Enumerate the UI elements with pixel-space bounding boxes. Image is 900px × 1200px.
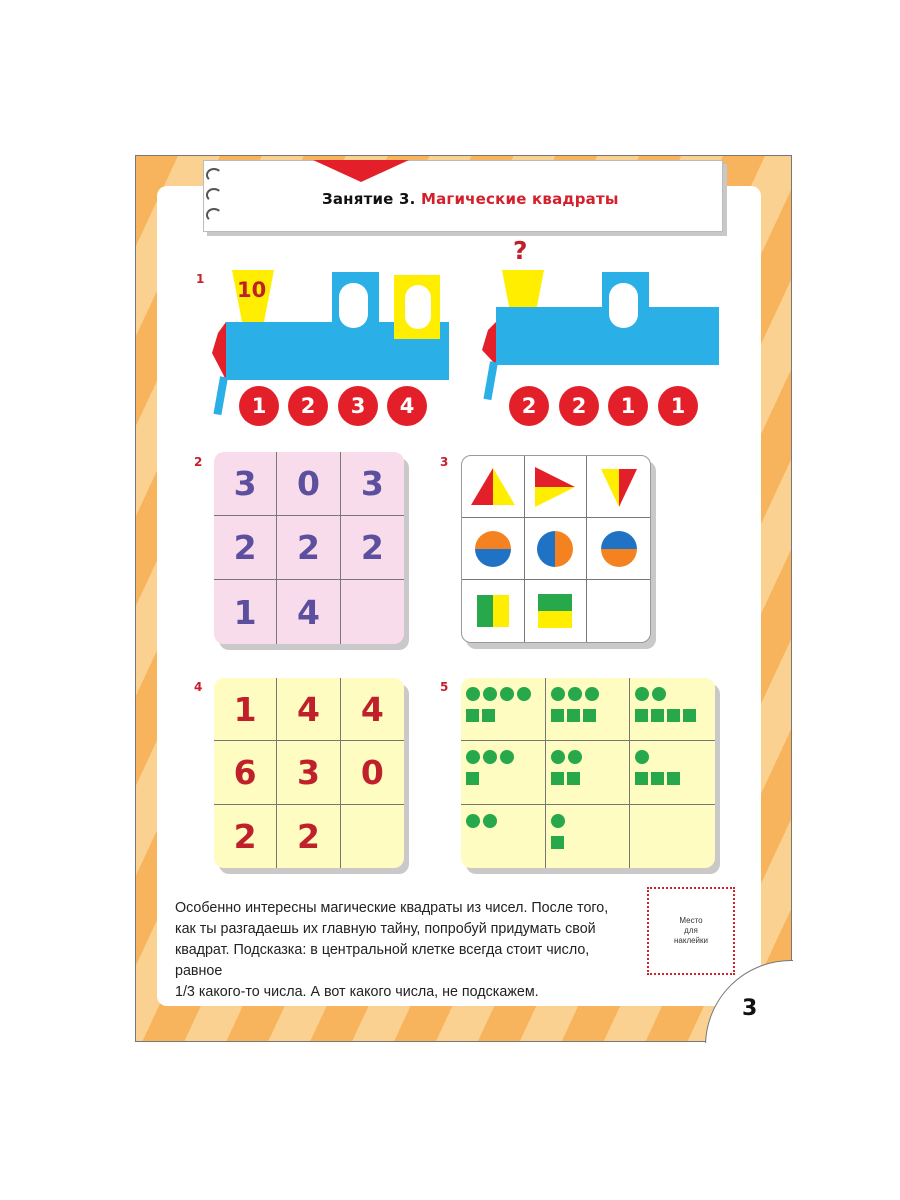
dot-icon — [568, 687, 582, 701]
circle-icon — [599, 529, 639, 569]
grid-cell — [630, 741, 715, 804]
dot-icon — [635, 687, 649, 701]
dot-row — [466, 814, 497, 828]
square-row — [466, 709, 495, 722]
square-icon — [466, 772, 479, 785]
grid-cell: 2 — [277, 805, 340, 868]
explanation-line: Особенно интересны магические квадраты из чисел. После того, — [175, 900, 609, 916]
window-icon — [405, 285, 431, 329]
square-icon — [475, 593, 511, 629]
wheel: 2 — [559, 386, 599, 426]
page-number-tab — [705, 960, 877, 1132]
grid-cell — [587, 456, 650, 518]
dot-row — [551, 814, 565, 828]
square-icon — [551, 836, 564, 849]
grid-cell — [461, 741, 546, 804]
grid-cell: 2 — [277, 516, 340, 580]
grid-cell: 4 — [341, 678, 404, 741]
grid-cell — [461, 678, 546, 741]
explanation-line: квадрат. Подсказка: в центральной клетке всегда стоит число, равное — [175, 942, 590, 979]
square-icon — [667, 772, 680, 785]
square-icon — [683, 709, 696, 722]
spiral-ring-icon — [206, 188, 222, 202]
square-icon — [466, 709, 479, 722]
circle-icon — [473, 529, 513, 569]
square-icon — [536, 592, 574, 630]
wheel: 4 — [387, 386, 427, 426]
grid-cell — [546, 678, 631, 741]
spiral-ring-icon — [206, 168, 222, 182]
grid-cell — [461, 805, 546, 868]
square-row — [635, 772, 680, 785]
square-row — [551, 836, 564, 849]
square-icon — [567, 709, 580, 722]
task-number: 2 — [194, 455, 203, 469]
wheel: 2 — [288, 386, 328, 426]
dot-icon — [500, 750, 514, 764]
triangle-icon — [471, 465, 515, 509]
sticker-label: для — [684, 926, 698, 935]
grid-cell: 1 — [214, 678, 277, 741]
grid-cell — [525, 580, 588, 642]
window-icon — [339, 283, 368, 328]
magic-square-task5 — [461, 678, 715, 868]
square-row — [551, 709, 596, 722]
boiler-icon — [496, 307, 719, 365]
window-icon — [609, 283, 638, 328]
grid-cell: 0 — [277, 452, 340, 516]
grid-cell: 2 — [341, 516, 404, 580]
circle-icon — [535, 529, 575, 569]
magic-square-task3 — [461, 455, 651, 643]
grid-cell — [630, 678, 715, 741]
task-number: 5 — [440, 680, 449, 694]
square-icon — [651, 709, 664, 722]
grid-cell — [587, 518, 650, 580]
grid-cell — [546, 741, 631, 804]
task-number: 4 — [194, 680, 203, 694]
square-icon — [567, 772, 580, 785]
grid-cell: 3 — [341, 452, 404, 516]
square-icon — [583, 709, 596, 722]
square-row — [466, 772, 479, 785]
triangle-icon — [533, 465, 577, 509]
grid-cell — [525, 456, 588, 518]
grid-cell: 3 — [214, 452, 277, 516]
dot-icon — [466, 814, 480, 828]
dot-row — [635, 687, 666, 701]
wheel: 1 — [608, 386, 648, 426]
dot-icon — [635, 750, 649, 764]
dot-row — [466, 687, 531, 701]
grid-cell-empty — [341, 580, 404, 644]
wheel: 1 — [658, 386, 698, 426]
dot-icon — [551, 750, 565, 764]
grid-cell — [630, 805, 715, 868]
lesson-title-main: Магические квадраты — [420, 190, 619, 208]
square-icon — [482, 709, 495, 722]
page-number: 3 — [742, 996, 758, 1021]
wheel: 2 — [509, 386, 549, 426]
grid-cell — [462, 456, 525, 518]
header-flag — [313, 160, 409, 182]
lesson-title — [322, 190, 619, 208]
grid-cell: 6 — [214, 741, 277, 804]
dot-icon — [551, 814, 565, 828]
grid-cell: 2 — [214, 805, 277, 868]
dot-row — [551, 750, 582, 764]
square-row — [635, 709, 696, 722]
cowcatcher-icon — [212, 322, 226, 380]
grid-cell: 0 — [341, 741, 404, 804]
explanation-line: как ты разгадаешь их главную тайну, попробуй придумать свой — [175, 921, 596, 937]
sticker-label: наклейки — [673, 936, 708, 945]
grid-cell — [462, 518, 525, 580]
square-icon — [667, 709, 680, 722]
grid-cell-empty — [341, 805, 404, 868]
magic-square-task4 — [214, 678, 404, 868]
question-mark: ? — [513, 236, 528, 265]
wheel: 3 — [338, 386, 378, 426]
grid-cell — [462, 580, 525, 642]
dot-icon — [517, 687, 531, 701]
magic-square-task2 — [214, 452, 404, 644]
grid-cell: 1 — [214, 580, 277, 644]
dot-icon — [483, 814, 497, 828]
dot-icon — [466, 750, 480, 764]
square-row — [551, 772, 580, 785]
triangle-icon — [597, 465, 641, 509]
dot-icon — [568, 750, 582, 764]
grid-cell: 4 — [277, 580, 340, 644]
dot-icon — [500, 687, 514, 701]
lesson-title-prefix: Занятие 3. — [322, 190, 416, 208]
task-number: 3 — [440, 455, 449, 469]
square-icon — [551, 772, 564, 785]
grid-cell: 2 — [214, 516, 277, 580]
task-number: 1 — [196, 272, 205, 286]
square-icon — [551, 709, 564, 722]
sticker-label: Место — [679, 916, 703, 925]
grid-cell: 3 — [277, 741, 340, 804]
rod-icon — [213, 376, 227, 415]
dot-row — [551, 687, 599, 701]
rod-icon — [483, 361, 497, 400]
explanation-text — [175, 898, 625, 1003]
grid-cell — [546, 805, 631, 868]
grid-cell — [525, 518, 588, 580]
sticker-placeholder — [647, 887, 735, 975]
square-icon — [635, 772, 648, 785]
explanation-line: 1/3 какого-то числа. А вот какого числа, не подскажем. — [175, 984, 539, 1000]
cowcatcher-icon — [482, 322, 496, 365]
square-icon — [635, 709, 648, 722]
dot-icon — [483, 750, 497, 764]
dot-row — [466, 750, 514, 764]
dot-icon — [585, 687, 599, 701]
chimney-number: 10 — [237, 278, 267, 302]
dot-icon — [483, 687, 497, 701]
dot-icon — [466, 687, 480, 701]
wheel: 1 — [239, 386, 279, 426]
square-icon — [651, 772, 664, 785]
grid-cell-empty — [587, 580, 650, 642]
dot-icon — [551, 687, 565, 701]
spiral-ring-icon — [206, 208, 222, 222]
dot-row — [635, 750, 649, 764]
grid-cell: 4 — [277, 678, 340, 741]
dot-icon — [652, 687, 666, 701]
